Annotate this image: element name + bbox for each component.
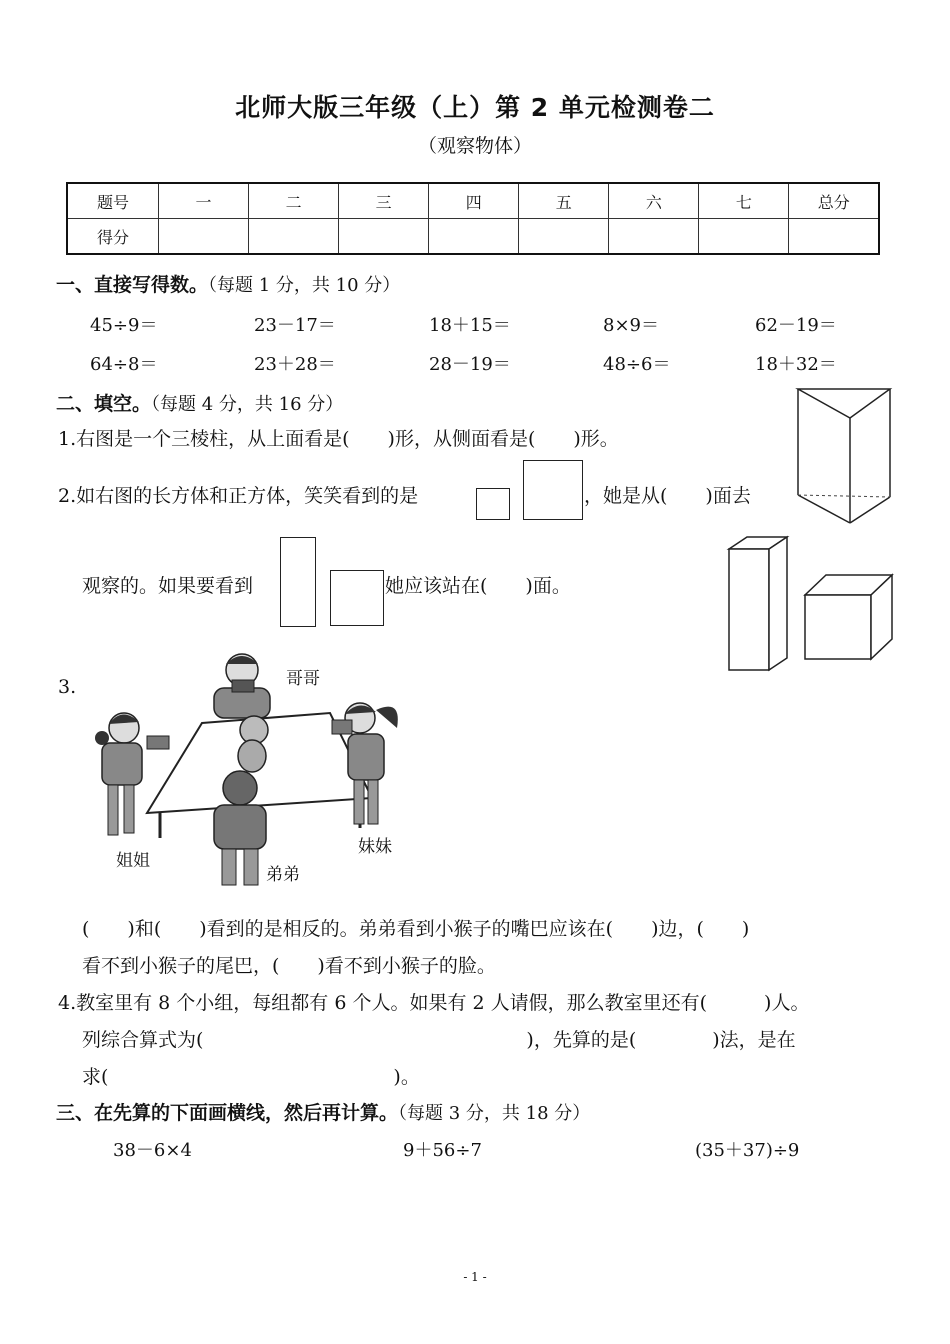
label-meimei: 妹妹: [358, 837, 392, 857]
score-cell[interactable]: [789, 219, 879, 255]
score-header-cell: 四: [429, 183, 519, 219]
score-header-cell: 题号: [67, 183, 159, 219]
triangular-prism-figure: [790, 385, 900, 530]
calc-item: 23＋28＝: [254, 354, 336, 375]
order-calc-item: (35＋37)÷9: [695, 1140, 800, 1161]
section2-note: （每题 4 分，共 16 分）: [151, 394, 344, 415]
score-header-cell: 一: [159, 183, 249, 219]
question-2-1: 1.右图是一个三棱柱，从上面看是( )形，从侧面看是( )形。: [58, 428, 619, 450]
question-2-3-line2: 看不到小猴子的尾巴，( )看不到小猴子的脸。: [82, 955, 496, 977]
calc-item: 18＋15＝: [429, 315, 511, 336]
score-table-header-row: [67, 183, 879, 219]
score-cell[interactable]: [699, 219, 789, 255]
section3-note: （每题 3 分，共 18 分）: [398, 1103, 591, 1124]
order-calc-item: 38－6×4: [113, 1140, 192, 1161]
calc-item: 64÷8＝: [90, 354, 158, 375]
question-2-2-part-a: 2.如右图的长方体和正方体，笑笑看到的是: [58, 485, 419, 507]
small-square-view: [476, 488, 510, 520]
calc-item: 8×9＝: [603, 315, 659, 336]
page-subtitle: （观察物体）: [417, 135, 532, 157]
large-square-view: [523, 460, 583, 520]
score-cell[interactable]: [609, 219, 699, 255]
question-2-4-line1: 4.教室里有 8 个小组，每组都有 6 个人。如果有 2 人请假，那么教室里还有( )人。: [58, 992, 810, 1014]
person-jiejie: [95, 713, 169, 835]
label-didi: 弟弟: [266, 865, 300, 885]
score-header-cell: 三: [339, 183, 429, 219]
page-title: 北师大版三年级（上）第 2 单元检测卷二: [235, 93, 715, 122]
score-table: [66, 182, 880, 255]
section3-title: 三、在先算的下面画横线，然后再计算。: [56, 1102, 399, 1124]
question-2-3-number: 3.: [58, 676, 77, 698]
tall-rectangle-view: [280, 537, 316, 627]
page-number: - 1 -: [463, 1270, 487, 1284]
score-cell[interactable]: [429, 219, 519, 255]
section1-heading: [56, 270, 400, 297]
score-cell[interactable]: [519, 219, 609, 255]
score-header-cell: 总分: [789, 183, 879, 219]
section3-heading: [56, 1098, 590, 1125]
score-row-label: 得分: [67, 219, 159, 255]
score-header-cell: 六: [609, 183, 699, 219]
calc-item: 28－19＝: [429, 354, 511, 375]
calc-item: 45÷9＝: [90, 315, 158, 336]
score-cell[interactable]: [159, 219, 249, 255]
calc-item: 48÷6＝: [603, 354, 671, 375]
score-cell[interactable]: [249, 219, 339, 255]
section1-title: 一、直接写得数。: [56, 274, 209, 296]
score-header-cell: 五: [519, 183, 609, 219]
person-gege: [214, 654, 270, 718]
score-header-cell: 二: [249, 183, 339, 219]
question-2-3-line1: ( )和( )看到的是相反的。弟弟看到小猴子的嘴巴应该在( )边，( ): [82, 918, 750, 940]
square-view: [330, 570, 384, 626]
score-cell[interactable]: [339, 219, 429, 255]
label-jiejie: 姐姐: [116, 851, 150, 871]
question-2-2-part-b: ，她是从( )面去: [584, 485, 751, 507]
calc-item: 18＋32＝: [755, 354, 837, 375]
question-2-2-part-d: 她应该站在( )面。: [385, 575, 571, 597]
section2-heading: [56, 389, 343, 416]
label-gege: 哥哥: [286, 669, 320, 689]
calc-item: 62－19＝: [755, 315, 837, 336]
question-2-2-part-c: 观察的。如果要看到: [82, 575, 254, 597]
section2-title: 二、填空。: [56, 393, 152, 415]
calc-item: 23－17＝: [254, 315, 336, 336]
question-2-4-line3: 求( )。: [82, 1066, 420, 1088]
cuboid-and-cube-figure: [725, 533, 900, 673]
section1-note: （每题 1 分，共 10 分）: [208, 275, 401, 296]
score-table-score-row: [67, 219, 879, 255]
order-calc-item: 9＋56÷7: [403, 1140, 482, 1161]
question-2-4-line2: 列综合算式为( )，先算的是( )法，是在: [82, 1029, 796, 1051]
score-header-cell: 七: [699, 183, 789, 219]
